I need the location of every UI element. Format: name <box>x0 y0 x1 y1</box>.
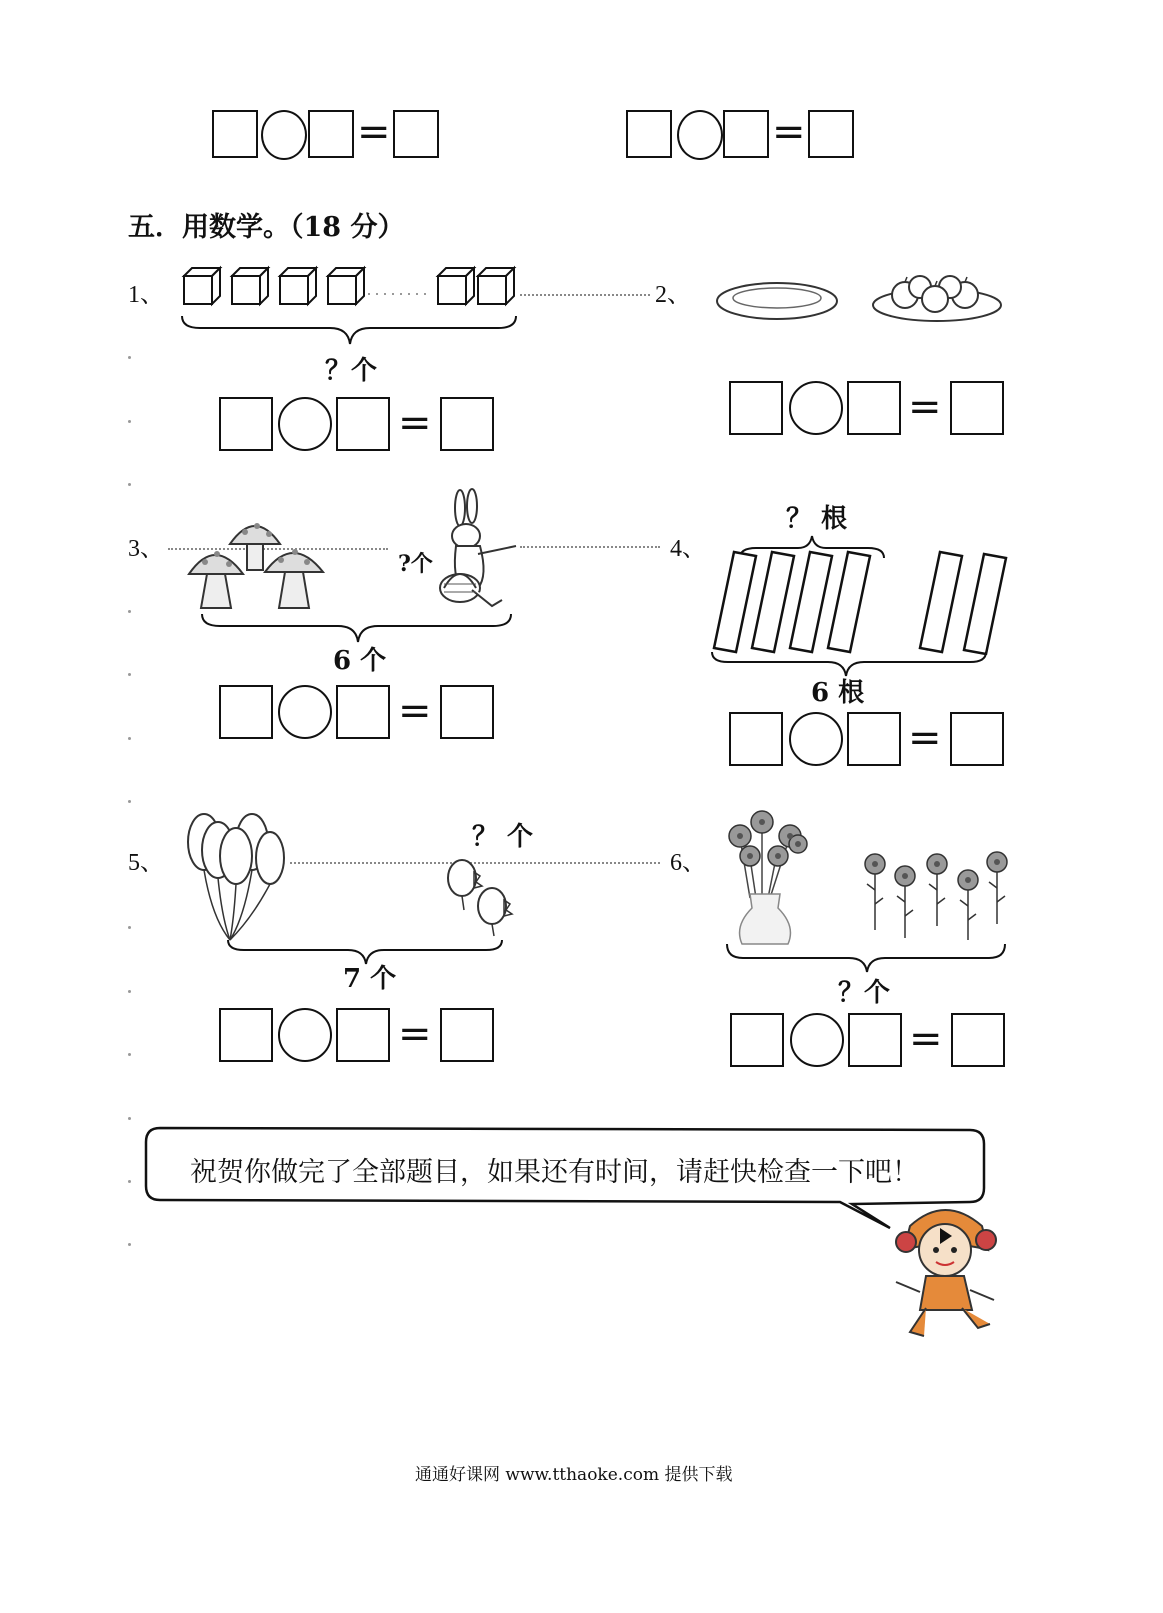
answer-box[interactable] <box>219 1008 273 1062</box>
answer-box[interactable] <box>729 712 783 766</box>
popped-balloons-illustration <box>440 858 520 938</box>
equals-sign: = <box>398 1011 432 1057</box>
answer-box[interactable] <box>848 1013 902 1067</box>
equals-sign: = <box>398 688 432 734</box>
mascot-icon <box>890 1200 1000 1345</box>
answer-box[interactable] <box>847 712 901 766</box>
equals-sign: = <box>908 715 942 761</box>
balloon-icon <box>448 860 476 896</box>
problem-number: 5、 <box>128 850 164 876</box>
sticks-illustration <box>712 550 1012 655</box>
answer-box[interactable] <box>808 110 854 158</box>
answer-box[interactable] <box>440 397 494 451</box>
equals-sign: = <box>908 384 942 430</box>
operator-circle[interactable] <box>677 110 723 160</box>
balloon-icon <box>220 828 252 884</box>
answer-box[interactable] <box>729 381 783 435</box>
vase-icon <box>740 894 791 944</box>
stick-icon <box>752 552 794 652</box>
brace-label: 6 个 <box>333 646 387 676</box>
equals-sign: = <box>398 400 432 446</box>
answer-box[interactable] <box>730 1013 784 1067</box>
answer-box[interactable] <box>950 712 1004 766</box>
mushroom-icon <box>265 553 323 608</box>
apple-plate-icon <box>873 276 1001 321</box>
mushrooms-illustration <box>185 512 335 612</box>
cube-icon <box>328 268 364 304</box>
cubes-illustration <box>180 262 520 312</box>
stick-icon <box>920 552 962 652</box>
cube-icon <box>232 268 268 304</box>
problem-number: 4、 <box>670 536 706 562</box>
stick-icon <box>714 552 756 652</box>
problem-number: 1、 <box>128 282 164 308</box>
cube-icon <box>280 268 316 304</box>
problem-number: 6、 <box>670 850 706 876</box>
operator-circle[interactable] <box>261 110 307 160</box>
operator-circle[interactable] <box>278 1008 332 1062</box>
operator-circle[interactable] <box>278 397 332 451</box>
section-heading: 五．用数学。（18 分） <box>128 212 405 243</box>
flowers-illustration <box>855 850 1015 945</box>
vase-flowers-illustration <box>720 808 815 953</box>
balloon-icon <box>478 888 506 924</box>
answer-box[interactable] <box>440 685 494 739</box>
operator-circle[interactable] <box>789 712 843 766</box>
answer-box[interactable] <box>219 397 273 451</box>
problem-number: 3、 <box>128 536 164 562</box>
brace-label: 7 个 <box>343 964 397 994</box>
answer-box[interactable] <box>308 110 354 158</box>
answer-box[interactable] <box>212 110 258 158</box>
equals-sign: = <box>357 109 391 155</box>
closing-message: 祝贺你做完了全部题目，如果还有时间，请赶快检查一下吧！ <box>190 1157 919 1188</box>
operator-circle[interactable] <box>278 685 332 739</box>
top-label: ？ 个 <box>472 822 534 852</box>
answer-box[interactable] <box>626 110 672 158</box>
answer-box[interactable] <box>950 381 1004 435</box>
answer-box[interactable] <box>723 110 769 158</box>
operator-circle[interactable] <box>790 1013 844 1067</box>
answer-box[interactable] <box>219 685 273 739</box>
problem-number: 2、 <box>655 282 691 308</box>
balloon-icon <box>256 832 284 884</box>
mushroom-icon <box>189 555 243 608</box>
cube-icon <box>184 268 220 304</box>
operator-circle[interactable] <box>789 381 843 435</box>
answer-box[interactable] <box>847 381 901 435</box>
brace <box>180 312 520 352</box>
top-label: ？ 根 <box>786 504 848 534</box>
answer-box[interactable] <box>336 397 390 451</box>
footer-credit: 通通好课网 www.tthaoke.com 提供下载 <box>415 1465 733 1485</box>
equals-sign: = <box>909 1016 943 1062</box>
answer-box[interactable] <box>336 1008 390 1062</box>
rabbit-icon <box>432 488 522 613</box>
plates-illustration <box>715 265 1015 335</box>
brace-label: ？个 <box>325 356 378 386</box>
answer-box[interactable] <box>393 110 439 158</box>
brace-label: 6 根 <box>811 678 865 708</box>
small-label: ?个 <box>398 551 433 577</box>
cube-icon <box>438 268 474 304</box>
answer-box[interactable] <box>440 1008 494 1062</box>
equals-sign: = <box>772 109 806 155</box>
brace-label: ？个 <box>838 978 891 1008</box>
answer-box[interactable] <box>951 1013 1005 1067</box>
answer-box[interactable] <box>336 685 390 739</box>
stick-icon <box>828 552 870 652</box>
stick-icon <box>790 552 832 652</box>
cube-icon <box>478 268 514 304</box>
empty-plate-icon <box>717 283 837 319</box>
stick-icon <box>964 554 1006 654</box>
balloons-illustration <box>182 808 292 948</box>
